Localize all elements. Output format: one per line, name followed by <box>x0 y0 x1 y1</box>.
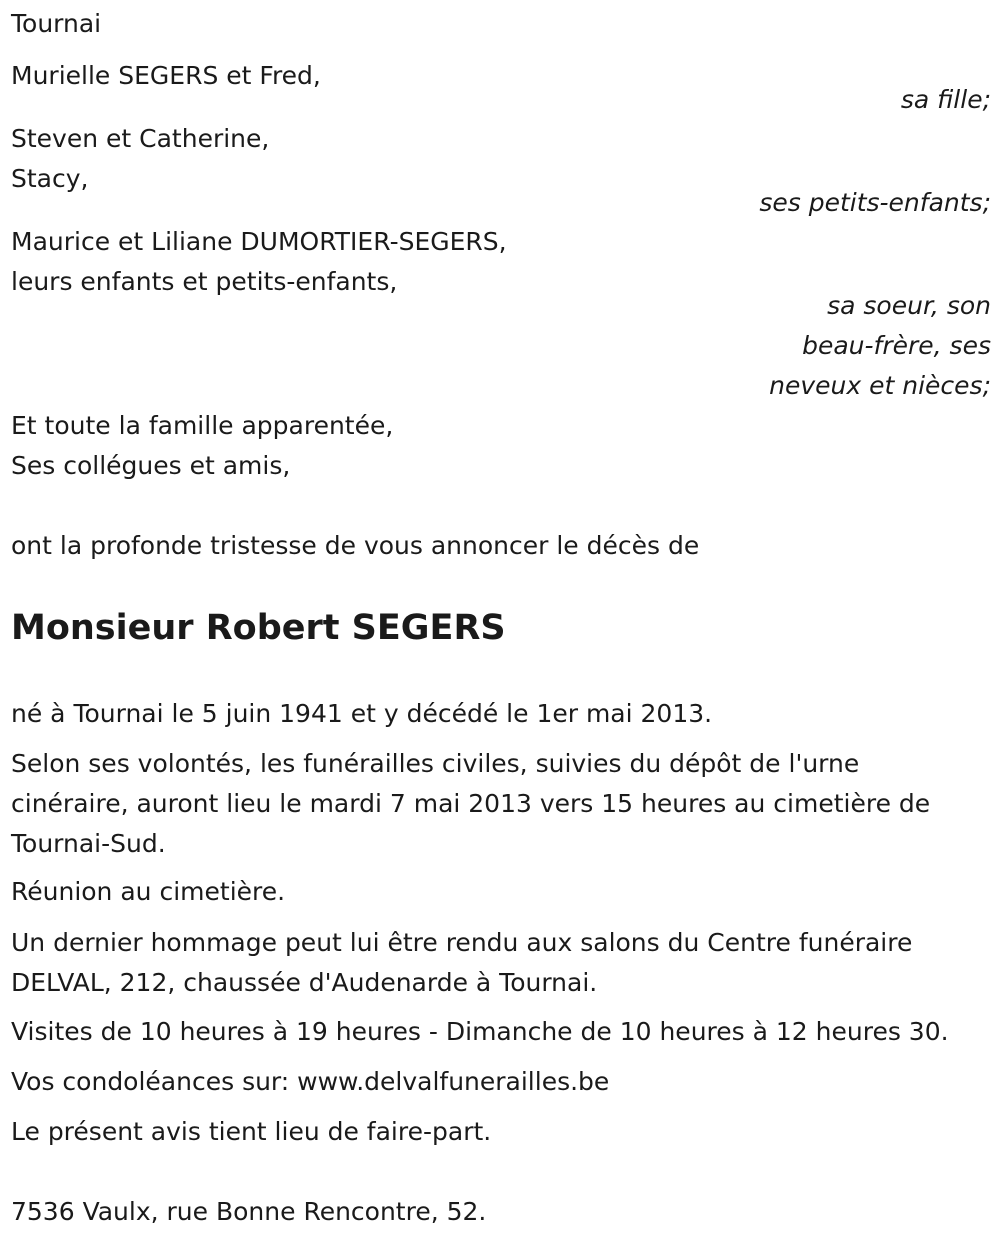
condolences-info: Vos condoléances sur: www.delvalfunerailles.be <box>11 1067 610 1096</box>
colleagues-friends: Ses collégues et amis, <box>11 451 291 480</box>
daughter-relation: sa fille; <box>900 85 991 114</box>
grandchild-name-1: Steven et Catherine, <box>11 124 270 153</box>
meeting-info: Réunion au cimetière. <box>11 877 286 906</box>
grandchild-name-2: Stacy, <box>11 164 89 193</box>
sister-relation-line-1: sa soeur, son <box>827 291 991 320</box>
sister-relation-line-2: beau-frère, ses <box>802 331 991 360</box>
announcement: ont la profonde tristesse de vous annoncer le décès de <box>11 531 700 560</box>
deceased-name: Monsieur Robert SEGERS <box>11 608 506 648</box>
birth-death-info: né à Tournai le 5 juin 1941 et y décédé le 1er mai 2013. <box>11 699 713 728</box>
visits-info: Visites de 10 heures à 19 heures - Dimanche de 10 heures à 12 heures 30. <box>11 1017 949 1046</box>
grandchildren-relation: ses petits-enfants; <box>759 188 991 217</box>
daughter-names: Murielle SEGERS et Fred, <box>11 61 321 90</box>
notice-info: Le présent avis tient lieu de faire-part. <box>11 1117 492 1146</box>
extended-family: Et toute la famille apparentée, <box>11 411 394 440</box>
sister-relation-line-3: neveux et nièces; <box>769 371 991 400</box>
sister-descendants: leurs enfants et petits-enfants, <box>11 267 398 296</box>
address: 7536 Vaulx, rue Bonne Rencontre, 52. <box>11 1197 487 1226</box>
sister-names: Maurice et Liliane DUMORTIER-SEGERS, <box>11 227 507 256</box>
funeral-info: Selon ses volontés, les funérailles civiles, suivies du dépôt de l'urne cinéraire, auront lieu le mardi 7 mai 2013 vers 15 heures au cimetière de Tournai-Sud. <box>11 749 931 858</box>
tribute-info: Un dernier hommage peut lui être rendu aux salons du Centre funéraire DELVAL, 212, chaussée d'Audenarde à Tournai. <box>11 928 913 997</box>
city: Tournai <box>11 9 102 38</box>
